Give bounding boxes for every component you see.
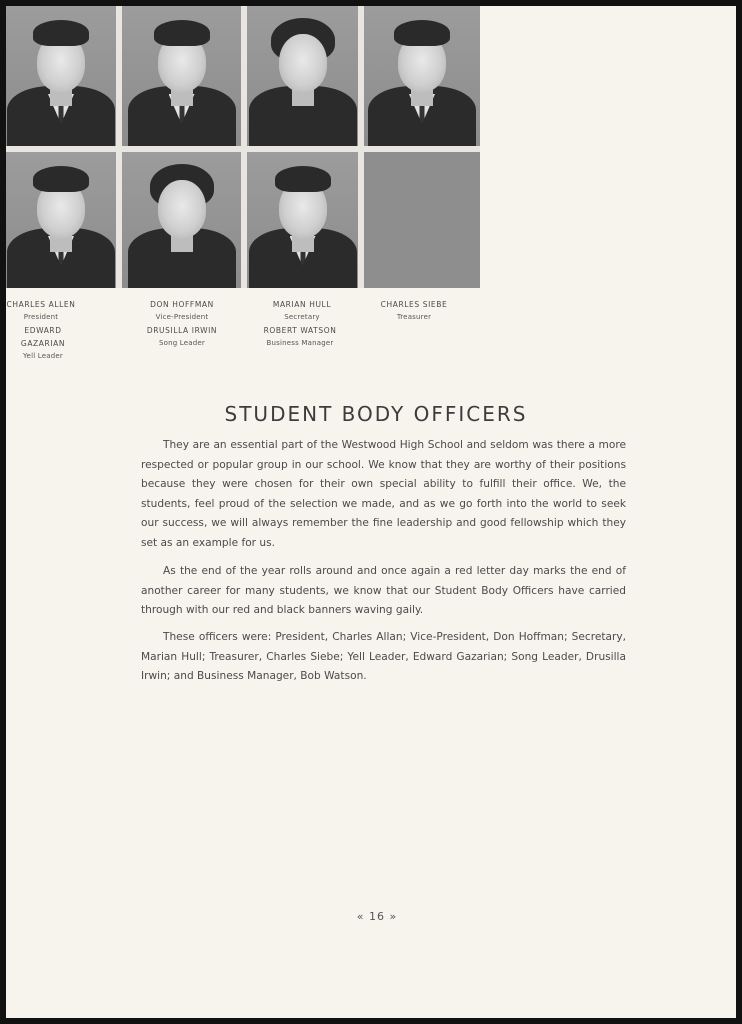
officer-photo-robert-watson (247, 152, 358, 288)
caption-drusilla-irwin (132, 324, 232, 350)
officer-role: President (23, 313, 59, 321)
officer-name: DRUSILLA IRWIN (146, 326, 218, 335)
caption-robert-watson (250, 324, 350, 350)
officer-role: Song Leader (158, 339, 206, 347)
caption-charles-allen (6, 298, 76, 324)
officer-photo-marian-hull (247, 6, 358, 146)
officer-name: MARIAN HULL (272, 300, 332, 309)
officer-photo-edward-gazarian (6, 152, 116, 288)
officer-name: CHARLES SIEBE (380, 300, 448, 309)
body-paragraph-2: As the end of the year rolls around and once again a red letter day marks the end of another career for many students, we know that our Student Body Officers have carried through with our red and black banners waving gaily. (141, 565, 626, 616)
officer-photo-don-hoffman (122, 6, 241, 146)
page-title: STUDENT BODY OFFICERS (224, 402, 528, 426)
officer-name: ROBERT WATSON (263, 326, 337, 335)
body-paragraph-3: These officers were: President, Charles Allan; Vice-President, Don Hoffman; Secretary, Marian Hull; Treasurer, Charles Siebe; Yell Leader, Edward Gazarian; Song Leader, Drusilla Irwin; and Business Manager, Bob Watson. (141, 631, 626, 682)
empty-photo-slot (364, 152, 480, 288)
caption-marian-hull (254, 298, 350, 324)
officer-role: Business Manager (266, 339, 334, 347)
caption-don-hoffman (132, 298, 232, 324)
officer-name: DON HOFFMAN (150, 300, 214, 309)
officer-name: CHARLES ALLEN (6, 300, 76, 309)
page-number: « 16 » (356, 910, 398, 923)
officer-photo-charles-allen (6, 6, 116, 146)
officer-photo-drusilla-irwin (122, 152, 241, 288)
officer-role: Treasurer (396, 313, 432, 321)
body-paragraph-1: They are an essential part of the Westwood High School and seldom was there a more respected or popular group in our school. We know that they are worthy of their positions because they were chosen for their own special ability to fulfill their office. We, the students, feel proud of the selection we made, and as we go forth into the world to seek our success, we will always remember the fine leadership and good fellowship which they set as an example for us. (141, 439, 626, 549)
officer-role: Vice-President (155, 313, 209, 321)
officer-role: Yell Leader (23, 352, 63, 360)
caption-edward-gazarian (6, 324, 80, 363)
caption-charles-siebe (364, 298, 464, 324)
officer-role: Secretary (284, 313, 320, 321)
officer-photo-charles-siebe (364, 6, 480, 146)
officer-photo-grid (6, 6, 480, 288)
officer-name: EDWARD GAZARIAN (20, 326, 66, 348)
